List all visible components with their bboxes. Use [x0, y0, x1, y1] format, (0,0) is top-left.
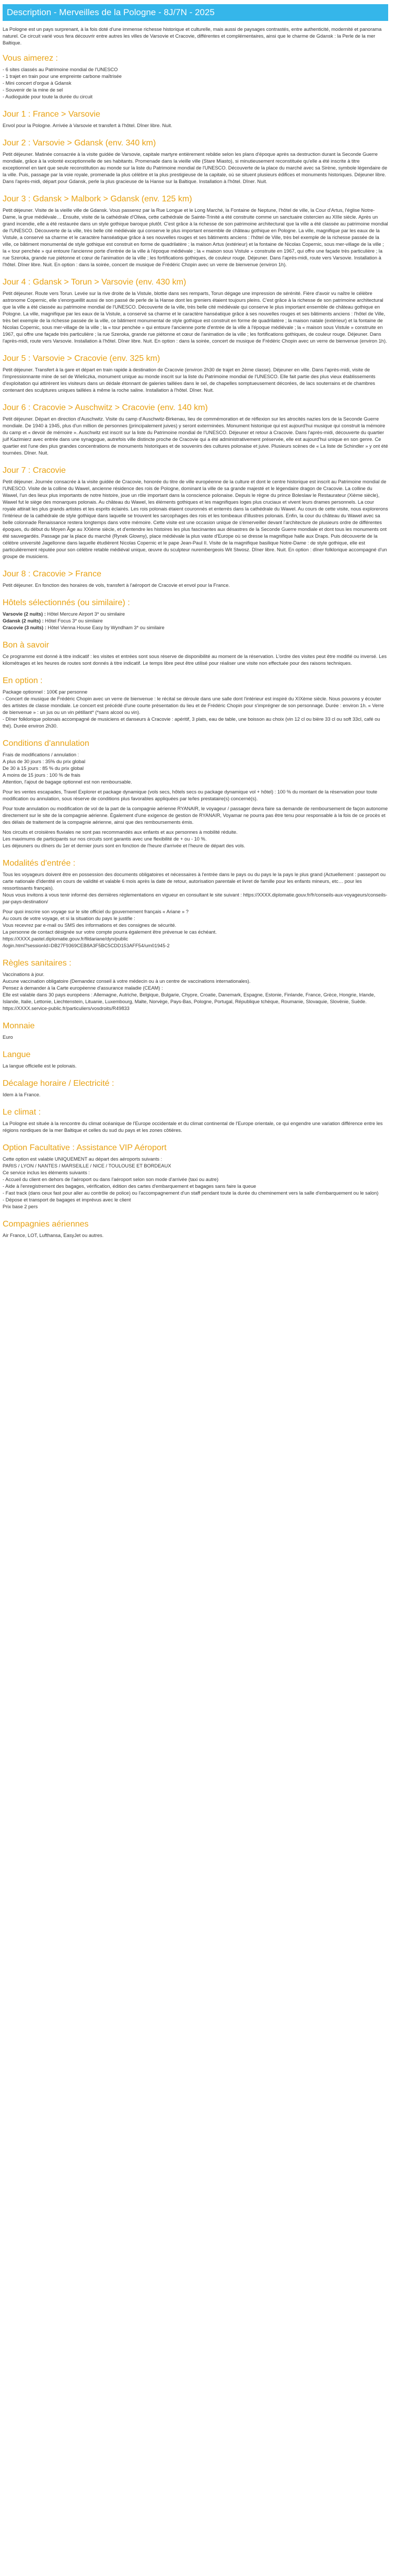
day-title: Jour 4 : Gdansk > Torun > Varsovie (env. 430 km) — [3, 278, 187, 287]
day-title: Jour 2 : Varsovie > Gdansk (env. 340 km) — [3, 139, 156, 147]
ariane-link[interactable] — [3, 943, 388, 949]
document — [0, 4, 391, 1264]
hotel-name: Hôtel Focus 3* ou similaire — [43, 618, 103, 623]
list-item: - Accueil du client en dehors de l'aéroport ou dans l'aéroport selon son mode d'arrivée (taxi ou autre) — [3, 1177, 219, 1182]
day-title: Jour 5 : Varsovie > Cracovie (env. 325 km) — [3, 354, 160, 363]
list-item: - 1 trajet en train pour une empreinte carbone maîtrisée — [3, 74, 122, 79]
list-item: - Audioguide pour toute la durée du circuit — [3, 94, 93, 99]
hotel-name: Hôtel Mercure Airport 3* ou similaire — [45, 611, 125, 617]
intro-paragraph: La Pologne est un pays surprenant, à la fois doté d'une immense richesse historique et culturelle, mais aussi de paysages contrastés, entre authenticité, modernité et panorama naturel. Ce circuit varié vous fera découvrir entre autres les villes de Varsovie et Cracovie, différentes et complémentaires, ainsi que le charme de Gdansk : la Perle de la mer Baltique. — [3, 27, 382, 46]
list-item: Aucune vaccination obligatoire (Demandez conseil à votre médecin ou à un centre de vaccinations internationales). — [3, 979, 251, 984]
list-item: - 6 sites classés au Patrimoine mondial de l'UNESCO — [3, 67, 118, 72]
hotel-city: Varsovie (2 nuits) : — [3, 611, 46, 617]
section-title-good: Bon à savoir — [3, 641, 49, 650]
day-title: Jour 6 : Cracovie > Auschwitz > Cracovie (env. 140 km) — [3, 403, 208, 412]
good-text: Ce programme est donné à titre indicatif : les visites et entrées sont sous réserve de disponibilité au moment de la réservation. L'ordre des visites peut être modifié ou inversé. Les kilométrages et les heures de routes sont donnés à titre indicatif. Le temps libre peut être utilisé pour réaliser une visite non effectuée pour des raisons techniques. — [3, 654, 387, 666]
day-text: Envol pour la Pologne. Arrivée à Varsovie et transfert à l'hôtel. Dîner libre. Nuit. — [3, 123, 172, 128]
hotel-city: Gdansk (2 nuits) : — [3, 618, 44, 623]
day-title: Jour 7 : Cracovie — [3, 466, 66, 475]
section-title-optional: Option Facultative : Assistance VIP Aéroport — [3, 1143, 167, 1152]
list-item: La personne de contact désignée sur votre compte pourra également être prévenue le cas échéant. — [3, 929, 217, 935]
list-item: Les maximums de participants sur nos circuits sont garantis avec une flexibilité de + ou - 10 %. — [3, 836, 207, 842]
day-text: Petit déjeuner. Route vers Torun. Levée sur la rive droite de la Vistule, blottie dans ses remparts, Torun dégage une impression de sérénité. Fière d'avoir vu naître le célèbre astronome Copernic, elle s'enorgueillit aussi de son passé de perle de la Hanse dont les greniers étaient toujours pleins. C'est grâce à la richesse de son patrimoine architectural que la ville a été classée au patrimoine mondial de l'UNESCO. Découverte de la ville, très belle cité médiévale qui conserve le plus important ensemble de château gothique en Pologne. La ville, magnifique par les eaux de la Vistule, a conservé sa charme et le caractère hanséatique grâce à ses nouvelles rouges et ses bâtiments anciens : l'hôtel de Ville, très bel exemple de la richesse passée de la ville, ce bâtiment monumental de style gothique est construit en forme de quadrilatère ; la maison natale (extérieur) et la fontaine de Nicolas Copernic, sous mer-village de la ville ; la « tour penchée » qui entoure l'ancienne porte d'entrée de la ville à l'époque médiévale ; la « maison sous Vistule » construite en 1967, qui offre une façade très particulière ; la rue Szeroka, grande rue piétonne et cœur de l'animation de la ville ; les fortifications gothiques, de couleur rouge. Déjeuner. Dans l'après-midi, route vers Varsovie. Installation à l'hôtel. Dîner libre. Nuit. En option : dans la soirée, concert de musique de Frédéric Chopin avec un verre de bienvenue (environ 1h). — [3, 291, 387, 344]
health-list — [3, 971, 388, 1012]
list-item: Vaccinations à jour. — [3, 972, 44, 977]
ariane-link-text[interactable]: /login.html?sessionId=DB27F9369CEB8A3F5BC5CDD153AFF54/um01945-2 — [3, 943, 170, 948]
language-text: La langue officielle est le polonais. — [3, 1063, 77, 1069]
section-title-timezone: Décalage horaire / Electricité : — [3, 1079, 114, 1088]
day-title: Jour 3 : Gdansk > Malbork > Gdansk (env. 125 km) — [3, 195, 192, 203]
list-item: - Concert de musique de Frédéric Chopin avec un verre de bienvenue : le récital se déroule dans une salle dont l'intérieur est inspiré du XIXème siècle. Nous pouvons y écouter des artistes de classe mondiale. Le concert est précédé d'une courte présentation du lieu et de Frédéric Chopin pour s'imprégner de son personnage. Durée : environ 1h. « Verre de bienvenue » : un jus ou un vin pétillant* (*sans alcool ou vin). — [3, 696, 384, 715]
currency-text: Euro — [3, 1035, 13, 1040]
day-text: Petit déjeuner. Visite de la vieille ville de Gdansk. Vous passerez par la Rue Longue et le Long Marché, la Fontaine de Neptune, l'hôtel de ville, la Cour d'Artus, l'église Notre-Dame, la grue médiévale… Ensuite, visite de la cathédrale d'Oliwa, cette cathédrale de Sainte-Trinité a été construite comme un sanctuaire cistercien au XIIIe siècle. Après un grand incendie, elle a été restaurée dans un style gothique baroque plutôt. C'est grâce à la richesse de son patrimoine architectural que la ville a été classée au patrimoine mondial de l'UNESCO. Découverte de la ville, très belle cité médiévale qui conserve le plus important ensemble de château gothique en Pologne. La ville, magnifique par les eaux de la Vistule, a conservé sa charme et le caractère hanséatique grâce à ses nouvelles rouges et ses bâtiments anciens : l'hôtel de Ville, très bel exemple de la richesse passée de la ville, ce bâtiment monumental de style gothique est construit en forme de quadrilatère ; la maison Artus (extérieur) et la fontaine de Nicolas Copernic, sous mer-village de la ville ; la « tour penchée » qui entoure l'ancienne porte d'entrée de la ville à l'époque médiévale ; la « maison sous Vistule » construite en 1967, qui offre une façade très particulière ; la rue Szeroka, grande rue piétonne et cœur de l'animation de la ville ; les fortifications gothiques, de couleur rouge. Déjeuner. Dans l'après-midi, route vers Varsovie. Installation à l'hôtel. Dîner libre. Nuit. En option : dans la soirée, concert de musique de Frédéric Chopin avec un verre de bienvenue (environ 1h). — [3, 208, 388, 267]
list-item: Nous vous invitons à vous tenir informé des dernières réglementations en vigueur en consultant le site suivant : https://XXXX.diplomatie.gouv.fr/fr/conseils-aux-voyageurs/conseils-par-pays-destination/ — [3, 892, 388, 904]
list-item: Attention, l'ajout de bagage optionnel est non remboursable. — [3, 779, 132, 785]
section-title-want: Vous aimerez : — [3, 54, 58, 63]
list-item: De 30 à 15 jours : 85 % du prix global — [3, 766, 84, 771]
day-title: Jour 8 : Cracovie > France — [3, 570, 101, 578]
section-title-conditions: Conditions d'annulation — [3, 739, 89, 748]
option-list — [3, 689, 388, 730]
list-item: Pour toute annulation ou modification de vol de la part de la compagnie aérienne RYANAIR, le voyageur / passager devra faire sa demande de remboursement de façon autonome directement sur le site de la compagnie aérienne. Également d'une exigence de gestion de RYANAIR, Voyamar ne pourra pas être tenu pour responsable à la fois de ce procès et des délais de traitement de la compagnie aérienne, ainsi que des remboursements émis. — [3, 806, 388, 825]
page-title: Description - Merveilles de la Pologne - 8J/7N - 2025 — [3, 4, 388, 21]
list-item: Elle est valable dans 30 pays européens : Allemagne, Autriche, Belgique, Bulgarie, Chypre, Croatie, Danemark, Espagne, Estonie, Finlande, France, Grèce, Hongrie, Irlande, Islande, Italie, Lettonie, Liechtenstein, Lituanie, Luxembourg, Malte, Norvège, Pays-Bas, Pologne, Portugal, République tchèque, Roumanie, Slovaquie, Slovénie, Suède. — [3, 992, 376, 1004]
section-title-airlines: Compagnies aériennes — [3, 1220, 89, 1229]
list-item: - Mini concert d'orgue à Gdansk — [3, 81, 72, 86]
ariane-link-text[interactable]: https://XXXX.pastel.diplomatie.gouv.fr/fildariane/dyn/public — [3, 936, 129, 941]
list-item: Au cours de votre voyage, et si la situation du pays le justifie : — [3, 916, 135, 921]
hotel-item — [3, 625, 388, 631]
day-text: Petit déjeuner. Départ en direction d'Auschwitz. Visite du camp d'Auschwitz-Birkenau, lieu de commémoration et de réflexion sur les atrocités nazies lors de la Seconde Guerre mondiale. De 1940 à 1945, plus d'un million de personnes (principalement juives) y seront exterminées. Monument historique qui est aujourd'hui musique qui construit la mémoire du camp et « devoir de mémoire ». Auschwitz est inscrit sur la liste du Patrimoine mondial de l'UNESCO. Déjeuner et retour à Cracovie. Dans l'après-midi, découverte du quartier juif Kazimierz avec entrée dans une synagogue, autrefois ville distincte proche de Cracovie qui a été administrativement préservée, elle est aujourd'hui unique en son genre. Ce quartier est l'une des plus grandes concentrations de monuments historiques et de souvenirs des cultures polonaise et juive. Plusieurs scènes de « La liste de Schindler » y ont été tournées. Dîner. Nuit. — [3, 416, 388, 456]
list-item: Nos circuits et croisières fluviales ne sont pas recommandés aux enfants et aux personnes à mobilité réduite. — [3, 830, 238, 835]
list-item: Cette option est valable UNIQUEMENT au départ des aéroports suivants : — [3, 1156, 162, 1162]
list-item: Pensez à demander à la Carte européenne d'assurance maladie (CEAM) : — [3, 985, 163, 991]
bottom-spacer — [3, 1243, 388, 1264]
list-item: Tous les voyageurs doivent être en possession des documents obligatoires et nécessaires à l'entrée dans le pays ou du pays le la pays le plus grand (Actuellement : passeport ou carte nationale d'identité en cours de validité et valable 6 mois après la date de retour, autorisation parentale et livret de famille pour les enfants mineurs, etc… pour les ressortissants français). — [3, 872, 386, 891]
section-title-health: Règles sanitaires : — [3, 959, 72, 968]
ceam-link[interactable] — [3, 1005, 388, 1012]
day-text: Petit déjeuner. Matinée consacrée à la visite guidée de Varsovie, capitale martyre entièrement rebâtie selon les plans d'époque après sa destruction durant la Seconde Guerre mondiale, grâce à la volonté exceptionnelle de ses habitants. Promenade dans la vieille ville (Stare Miasto), si minutieusement reconstituée qu'elle a été inscrite à titre exceptionnel en tant que seule reconstitution au monde sur la liste du Patrimoine mondial de l'UNESCO. Découverte de la place du marché avec sa Sirène, symbole légendaire de la ville. Puis, passage par la voie royale, promenade la plus célèbre et la plus prestigieuse de la capitale, où se situent plusieurs édifices et monuments historiques. Déjeuner libre. Dans l'après-midi, départ pour Gdansk, perle la plus gracieuse de la Hanse sur la Baltique. Installation à l'hôtel. Dîner. Nuit. — [3, 152, 388, 184]
day-text: Petit déjeuner. Transfert à la gare et départ en train rapide à destination de Cracovie (environ 2h30 de trajet en 2ème classe). Déjeuner en ville. Dans l'après-midi, visite de l'impressionnante mine de sel de Wieliczka, monument unique au monde inscrit sur la liste du Patrimoine mondial de l'UNESCO. Elle fait partie des plus vieux établissements d'exploitation qui attirèrent les visiteurs dans un dédale étonnant de galeries taillées dans le sel, de chapelles somptueusement décorées, de lacs souterrains et de chambres contenant des sculptures uniques taillées à même la roche saline. Installation à l'hôtel. Dîner. Nuit. — [3, 367, 376, 393]
climate-text: La Pologne est située à la rencontre du climat océanique de l'Europe occidentale et du climat continental de l'Europe orientale, ce qui engendre une variation différence entre les régions nordiques de la mer Baltique et celles du sud du pays et les zones côtières. — [3, 1121, 383, 1133]
hotel-item — [3, 611, 388, 618]
list-item: - Souvenir de la mine de sel — [3, 87, 63, 93]
section-title-language: Langue — [3, 1050, 31, 1059]
formalities-list — [3, 871, 388, 949]
list-item: Pour quoi inscrire son voyage sur le site officiel du gouvernement français « Ariane » ? — [3, 909, 189, 914]
list-item: Pour les ventes escapades, Travel Explorer et package dynamique (vols secs, hôtels secs ou package dynamique vol + hôtel) : 100 % du montant de la réservation pour toute modification ou annulation, sous réserve de conditions plus favorables appliquées par le/les prestataire(s) concerné(s). — [3, 789, 378, 801]
section-title-hotels: Hôtels sélectionnés (ou similaire) : — [3, 598, 130, 607]
hotel-name: Hôtel Vienna House Easy by Wyndham 3* ou similaire — [46, 625, 165, 630]
airlines-text: Air France, LOT, Lufthansa, EasyJet ou autres. — [3, 1233, 104, 1238]
day-text: Petit déjeuner. En fonction des horaires de vols, transfert à l'aéroport de Cracovie et envol pour la France. — [3, 583, 230, 588]
list-item: Package optionnel : 100€ par personne — [3, 689, 88, 695]
timezone-text: Idem à la France. — [3, 1092, 41, 1097]
list-item: - Aide à l'enregistrement des bagages, vérification, édition des cartes d'embarquement et bagages sans faire la queue — [3, 1184, 257, 1189]
optional-list — [3, 1156, 388, 1210]
list-item: - Fast track (dans ceux fast pour aller au contrôle de police) ou l'accompagnement d'un staff pendant toute la durée du cheminement vers la salle d'embarquement ou le salon) — [3, 1190, 379, 1196]
list-item: Ce service inclus les éléments suivants : — [3, 1170, 90, 1175]
list-item: PARIS / LYON / NANTES / MARSEILLE / NICE / TOULOUSE ET BORDEAUX — [3, 1163, 171, 1168]
ceam-link-text[interactable]: https://XXXX.service-public.fr/particuliers/vosdroits/R49833 — [3, 1006, 130, 1011]
list-item: Vous recevrez par e-mail ou SMS des informations et des consignes de sécurité. — [3, 923, 177, 928]
hotel-item — [3, 618, 388, 625]
section-title-formalities: Modalités d'entrée : — [3, 859, 76, 868]
day-title: Jour 1 : France > Varsovie — [3, 110, 100, 119]
ariane-link[interactable] — [3, 936, 388, 943]
list-item: Les déjeuners ou dîners du 1er et dernier jours sont en fonction de l'heure d'arrivée et l'heure de départ des vols. — [3, 843, 246, 848]
hotel-city: Cracovie (3 nuits) : — [3, 625, 46, 630]
section-title-option: En option : — [3, 676, 43, 685]
want-list — [3, 66, 388, 100]
list-item: - Dîner folklorique polonais accompagné de musiciens et danseurs à Cracovie : apéritif, 3 plats, eau de table, une boisson au choix (vin 12 cl ou bière 33 cl ou soft 33cl, café ou thé). Durée environ 2h30. — [3, 717, 380, 729]
list-item: - Dépose et transport de bagages et imprévus avec le client — [3, 1197, 131, 1202]
day-text: Petit déjeuner. Journée consacrée à la visite guidée de Cracovie, honorée du titre de ville européenne de la culture et dont le centre historique est inscrit au Patrimoine mondial de l'UNESCO. Visite de la colline du Wawel, ancienne résidence des rois de Pologne, dominant la ville de sa grande majesté et le légendaire dragon de Cracovie. La colline du Wawel, l'un des lieux plus importants de notre histoire, joue un rôle important dans la conscience polonaise. Depuis le règne du prince Boleslaw le Restaurateur (Xième siècle), Wawel fut le siège des monarques polonais. Au château du Wawel, les éléments gothiques et les magnifiques loges plus cruciaux et vivent leurs drames personnels. La cour royale attirait les plus grands artistes et les esprits éclairés. Les rois polonais étaient couronnés et enterrés dans la cathédrale du Wawel. Au cours de cette visite, nous explorerons l'intérieur de la cathédrale de style gothique dans laquelle se trouvent les sarcophages des rois et les tombeaux d'illustres polonais. Enfin, la cour du château du Wawel avec sa belle colonnade Renaissance restera longtemps dans votre mémoire. Cette visite est une occasion unique de s'émerveiller devant l'architecture de plusieurs ordre de différentes époques, du début du Moyen Âge au XXième siècle, et d'entendre les histoires les plus fascinantes aux désastres de la Seconde Guerre mondiale et dont tous les monuments ont été sauvegardés. Passage par la place du marché (Rynek Glowny), place médiévale la plus vaste d'Europe où se dresse la magnifique halle aux Draps. Puis découverte de la célèbre université Jagellonne dans laquelle étudièrent Nicolas Copernic et le pape Jean-Paul II. Visite de la magnifique basilique Notre-Dame : de style gothique, elle est particulièrement réputée pour son célèbre retable médiéval unique, œuvre du sculpteur nurembergeois Wit Stwosz. Dîner libre. Nuit. En option : dîner folklorique accompagné d'un groupe de musiciens. — [3, 479, 388, 559]
list-item: A plus de 30 jours : 35% du prix global — [3, 759, 86, 764]
section-title-climate: Le climat : — [3, 1108, 41, 1117]
conditions-list — [3, 752, 388, 849]
list-item: Prix base 2 pers — [3, 1204, 38, 1209]
hotels-list — [3, 611, 388, 631]
section-title-currency: Monnaie — [3, 1022, 35, 1030]
list-item: A moins de 15 jours : 100 % de frais — [3, 773, 80, 778]
list-item: Frais de modifications / annulation : — [3, 752, 79, 757]
